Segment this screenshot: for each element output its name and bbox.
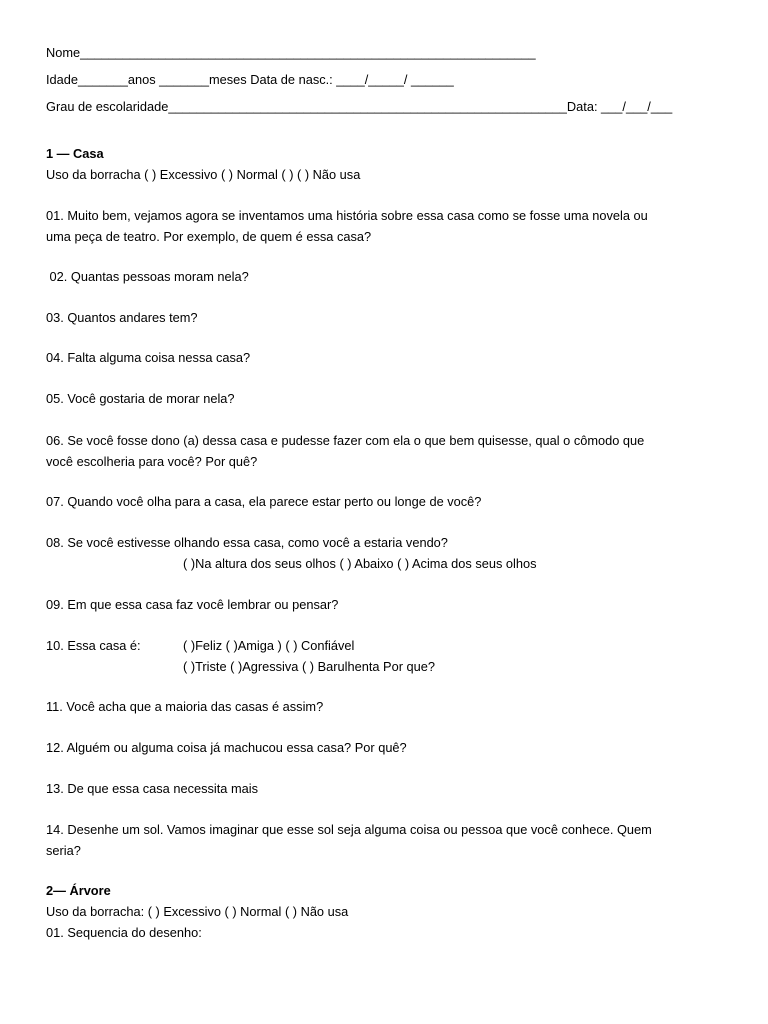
question-06-line1: 06. Se você fosse dono (a) dessa casa e pudesse fazer com ela o que bem quisesse, qual o cômodo que [46,433,645,448]
question-05: 05. Você gostaria de morar nela? [46,391,235,406]
question-10-label: 10. Essa casa é: [46,638,141,653]
question-02: 02. Quantas pessoas moram nela? [46,269,249,284]
question-08-options: ( )Na altura dos seus olhos ( ) Abaixo ( ) Acima dos seus olhos [183,556,537,571]
casa-borracha-line: Uso da borracha ( ) Excessivo ( ) Normal ( ) ( ) Não usa [46,167,361,182]
question-01-line1: 01. Muito bem, vejamos agora se inventamos uma história sobre essa casa como se fosse uma novela ou [46,208,648,223]
section-title-casa: 1 — Casa [46,146,104,161]
arvore-borracha-line: Uso da borracha: ( ) Excessivo ( ) Normal ( ) Não usa [46,904,349,919]
question-06-line2: você escolheria para você? Por quê? [46,454,258,469]
question-10-options-2: ( )Triste ( )Agressiva ( ) Barulhenta Por que? [183,659,435,674]
question-13: 13. De que essa casa necessita mais [46,781,258,796]
question-01-line2: uma peça de teatro. Por exemplo, de quem é essa casa? [46,229,372,244]
question-07: 07. Quando você olha para a casa, ela parece estar perto ou longe de você? [46,494,482,509]
question-03: 03. Quantos andares tem? [46,310,198,325]
question-12: 12. Alguém ou alguma coisa já machucou essa casa? Por quê? [46,740,407,755]
question-08: 08. Se você estivesse olhando essa casa, como você a estaria vendo? [46,535,448,550]
question-04: 04. Falta alguma coisa nessa casa? [46,350,251,365]
question-11: 11. Você acha que a maioria das casas é assim? [46,699,324,714]
question-09: 09. Em que essa casa faz você lembrar ou pensar? [46,597,339,612]
grau-escolaridade-line: Grau de escolaridade________________________________________________________Data: ___/___/___ [46,99,673,114]
question-10-options-1: ( )Feliz ( )Amiga ) ( ) Confiável [183,638,355,653]
question-14-line1: 14. Desenhe um sol. Vamos imaginar que esse sol seja alguma coisa ou pessoa que você conhece. Quem [46,822,652,837]
section-title-arvore: 2— Árvore [46,883,111,898]
arvore-question-01: 01. Sequencia do desenho: [46,925,202,940]
idade-field-line: Idade_______anos _______meses Data de nasc.: ____/_____/ ______ [46,72,454,87]
question-14-line2: seria? [46,843,81,858]
nome-field-line: Nome________________________________________________________________ [46,45,536,60]
